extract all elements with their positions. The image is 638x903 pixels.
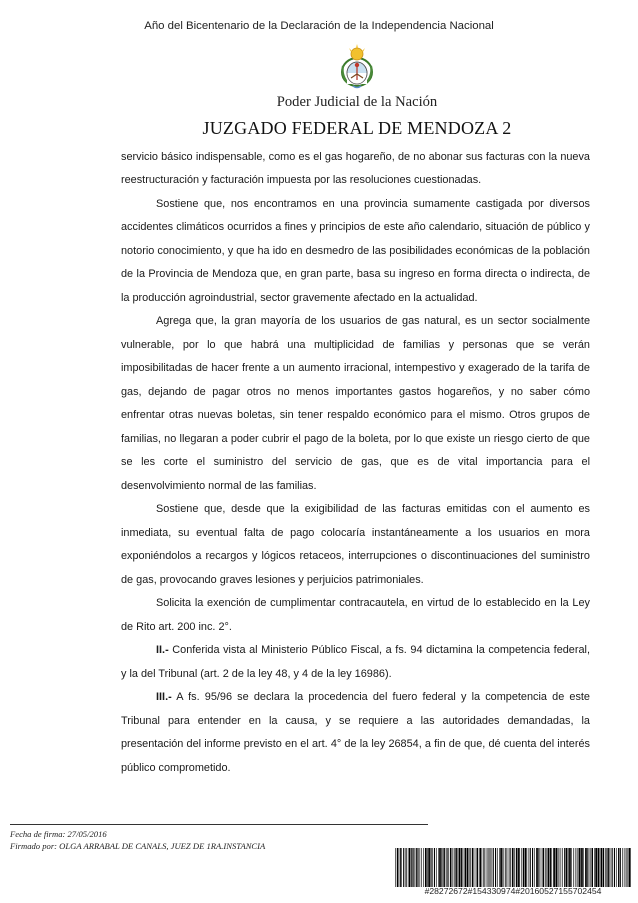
section-number: II.- bbox=[156, 644, 169, 657]
signature-signer: Firmado por: OLGA ARRABAL DE CANALS, JUEZ DE 1RA.INSTANCIA bbox=[10, 841, 266, 851]
barcode-icon bbox=[395, 848, 631, 887]
section-number: III.- bbox=[156, 691, 172, 704]
paragraph: II.- Conferida vista al Ministerio Público Fiscal, a fs. 94 dictamina la competencia federal, y la del Tribunal (art. 2 de la ley 48, y 4 de la ley 16986). bbox=[121, 644, 590, 680]
court-name: JUZGADO FEDERAL DE MENDOZA 2 bbox=[202, 118, 512, 138]
document-body bbox=[121, 146, 590, 780]
paragraph: III.- A fs. 95/96 se declara la procedencia del fuero federal y la competencia de este Tribunal para entender en la causa, y se requiere a las autoridades demandadas, la presentación del informe previsto en el art. 4° de la ley 26854, a fin de que, dé cuenta del interés público comprometido. bbox=[121, 691, 590, 774]
paragraph: Sostiene que, desde que la exigibilidad de las facturas emitidas con el aumento es inmediata, su eventual falta de pago colocaría instantáneamente a los usuarios en mora exponiéndolos a recargos y lógicos retaceos, interrupciones o discontinuaciones del suministro de gas, provocando graves lesiones y perjuicios patrimoniales. bbox=[121, 503, 590, 586]
paragraph: Sostiene que, nos encontramos en una provincia sumamente castigada por diversos accidentes climáticos ocurridos a fines y principios de este año calendario, situación de público y notorio conocimiento, y que ha ido en desmedro de las posibilidades económicas de la población de la Provincia de Mendoza que, en gran parte, basa su ingreso en forma directa o indirecta, de la producción agroindustrial, sector gravemente afectado en la actualidad. bbox=[121, 197, 590, 304]
barcode-number: #28272672#154330974#20160527155702454 bbox=[424, 886, 602, 896]
paragraph: Agrega que, la gran mayoría de los usuarios de gas natural, es un sector socialmente vulnerable, por lo que habrá una multiplicidad de familias y personas que se verán imposibilitadas de hacer frente a un aumento irracional, intempestivo y exagerado de la tarifa de gas, dejando de pagar otros no menos importantes gastos hogareños, y no saber cómo enfrentar otras nuevas boletas, sin tener respaldo económico para el mismo. Otros grupos de familias, no llegaran a poder cubrir el pago de la boleta, por lo que existe un riesgo cierto de que se les corte el suministro del servicio de gas, que es de vital importancia para el desenvolvimiento normal de las familias. bbox=[121, 315, 590, 492]
signature-date: Fecha de firma: 27/05/2016 bbox=[10, 829, 107, 839]
paragraph: Solicita la exención de cumplimentar contracautela, en virtud de lo establecido en la Ley de Rito art. 200 inc. 2°. bbox=[121, 597, 590, 633]
national-coat-of-arms-icon bbox=[337, 42, 377, 90]
paragraph: servicio básico indispensable, como es el gas hogareño, de no abonar sus facturas con la nueva reestructuración y facturación impuesta por las resoluciones cuestionadas. bbox=[121, 151, 590, 187]
bicentenary-header: Año del Bicentenario de la Declaración de la Independencia Nacional bbox=[144, 20, 494, 32]
institution-name: Poder Judicial de la Nación bbox=[276, 94, 438, 110]
signature-divider bbox=[10, 824, 428, 825]
